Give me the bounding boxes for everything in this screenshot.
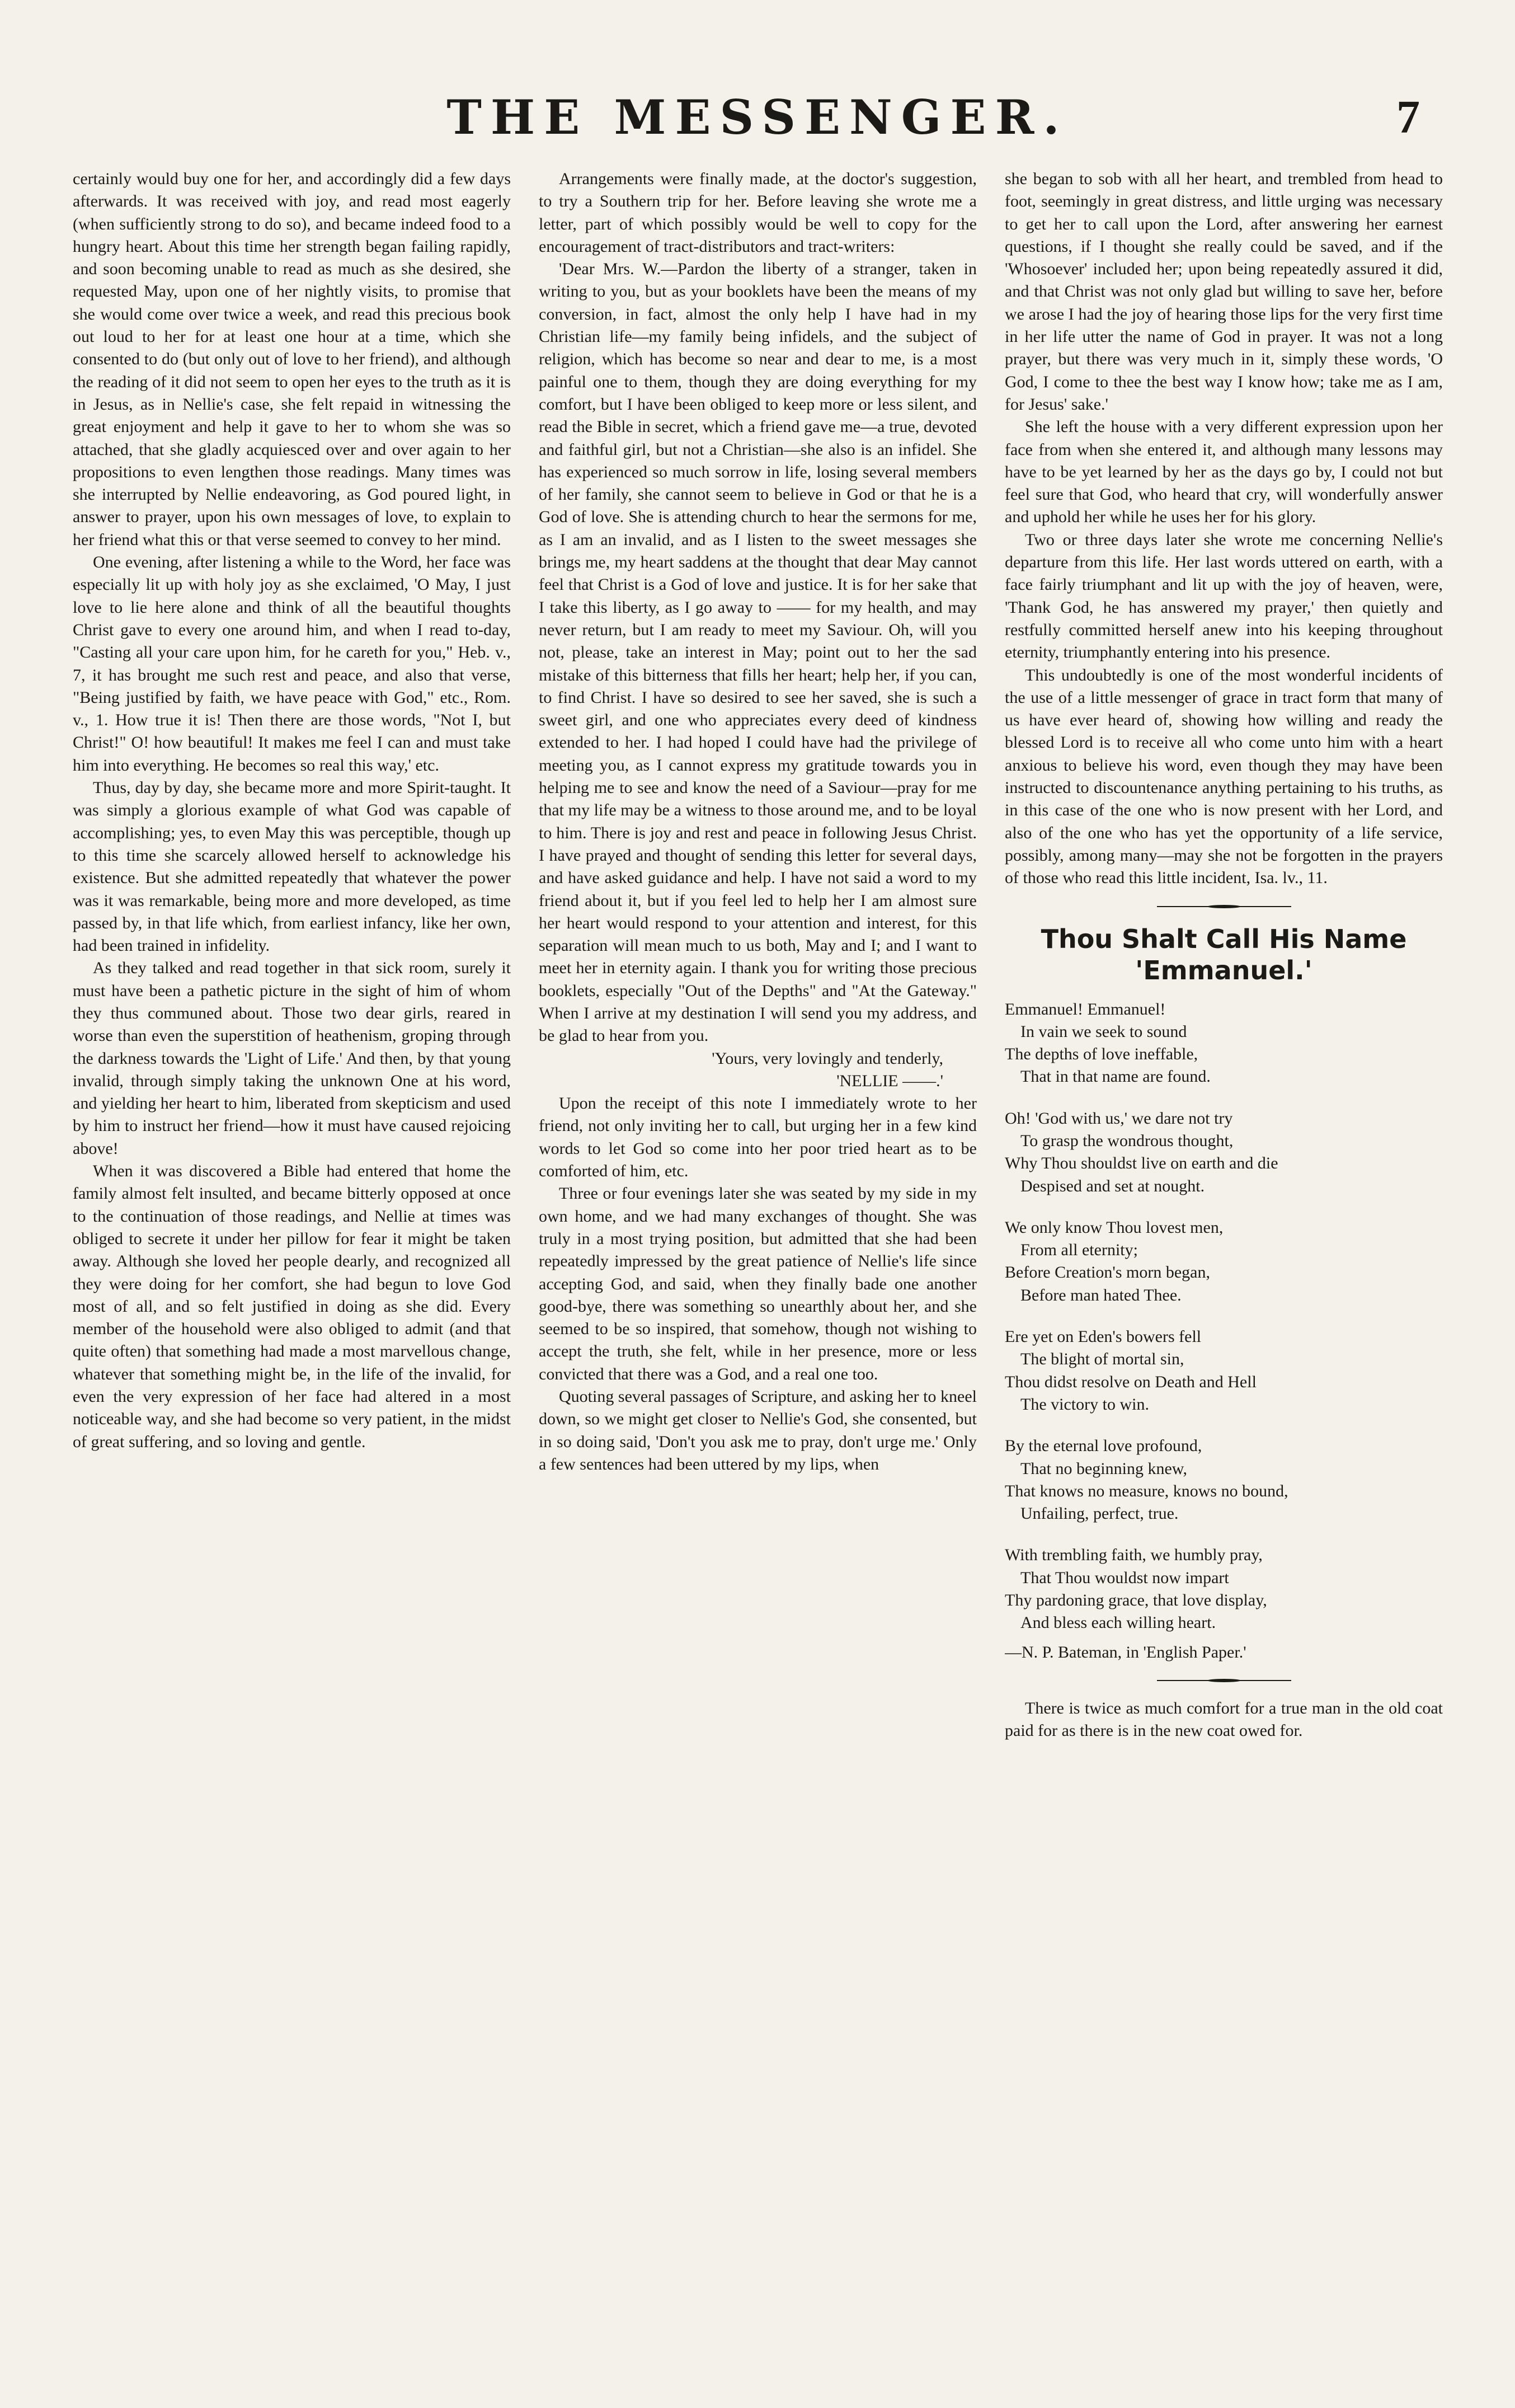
poem-line: That no beginning knew, [1020,1459,1187,1478]
paragraph: Arrangements were finally made, at the doctor's suggestion, to try a Southern trip for her. Before leaving she wrote me a letter, part of which possibly would be well to copy for the encouragement of tract-distributors and tract-writers: [539,170,977,256]
column-1 [73,168,511,2362]
poem-title: Thou Shalt Call His Name 'Emmanuel.' [1041,923,1407,985]
poem-stanza [1005,998,1443,1088]
paragraph: Quoting several passages of Scripture, and asking her to kneel down, so we might get closer to Nellie's God, she consented, but in so doing said, 'Don't you ask me to pray, don't urge me.' Only a few sentences had been uttered by my lips, when [539,1387,977,1473]
poem-line: We only know Thou lovest men, [1005,1218,1224,1237]
poem-line: The depths of love ineffable, [1005,1045,1198,1064]
poem-line: From all eternity; [1020,1241,1138,1260]
section-divider [1157,904,1291,909]
poem-line: Emmanuel! Emmanuel! [1005,999,1166,1018]
article-columns [73,168,1443,2362]
paragraph: She left the house with a very different expression upon her face from when she entered it, and although many lessons may have to be yet learned by her as the days go by, I could not but feel sure that God, who heard that cry, will wonderfully answer and uphold her while he uses her for his glory. [1005,417,1443,527]
paragraph: Three or four evenings later she was seated by my side in my own home, and we had many exchanges of thought. She was truly in a most trying position, but admitted that she had been repeatedly impressed by the great patience of Nellie's life since accepting God, and said, when they finally bade one another good-bye, there was something so unearthly about her, and she seemed to be so inspired, that somehow, though not wishing to accept the truth, she felt, while in her presence, more or less convicted that there was a God, and a real one too. [539,1184,977,1383]
page-number: 7 [1396,91,1420,143]
poem-line: To grasp the wondrous thought, [1020,1131,1234,1150]
poem-line: Thy pardoning grace, that love display, [1005,1591,1267,1610]
poem-line: That in that name are found. [1020,1067,1211,1086]
poem-line: That Thou wouldst now impart [1020,1568,1229,1587]
paragraph: Two or three days later she wrote me concerning Nellie's departure from this life. Her last words uttered on earth, with a face fairly triumphant and lit up with the joy of heaven, were, 'Thank God, he has answered my prayer,' then quietly and restfully committed herself anew into his keeping throughout eternity, triumphantly entering into his presence. [1005,530,1443,662]
poem-line: The blight of mortal sin, [1020,1350,1184,1369]
paragraph: One evening, after listening a while to the Word, her face was especially lit up with holy joy as she exclaimed, 'O May, I just love to lie here alone and think of all the beautiful thoughts Christ gave to every one around him, and when I read to-day, "Casting all your care upon him, for he careth for you," Heb. v., 7, it has brought me such rest and peace, and also that verse, "Being justified by faith, we have peace with God," etc., Rom. v., 1. How true it is! Then there are those words, "Not I, but Christ!" O! how beautiful! It makes me feel I can and must take him into everything. He becomes so real this way,' etc. [73,553,511,774]
poem-stanza [1005,1544,1443,1634]
masthead [62,84,1453,151]
poem-stanza [1005,1326,1443,1416]
poem-line: Before man hated Thee. [1020,1285,1182,1304]
poem-line: And bless each willing heart. [1020,1613,1216,1632]
column-2 [539,168,977,2362]
paragraph: When it was discovered a Bible had entered that home the family almost felt insulted, and became bitterly opposed at once to the continuation of those readings, and Nellie at times was obliged to secrete it under her pillow for fear it might be taken away. Although she loved her people dearly, and recognized all they were doing for her comfort, she had begun to love God most of all, and so felt justified in doing as she did. Every member of the household were also obliged to admit (and that quite often) that something had made a most marvellous change, whatever that something might be, in the life of the invalid, for even the very expression of her face had altered in a most noticeable way, and she had become so very patient, in the midst of great suffering, and so loving and gentle. [73,1162,511,1451]
masthead-title: THE MESSENGER. [446,90,1069,145]
column-3 [1005,168,1443,2362]
poem-stanza [1005,1217,1443,1307]
poem-attribution: —N. P. Bateman, in 'English Paper.' [1005,1642,1246,1661]
poem-line: Thou didst resolve on Death and Hell [1005,1372,1257,1391]
poem-stanza [1005,1107,1443,1198]
poem-line: By the eternal love profound, [1005,1437,1202,1456]
poem-line: Despised and set at nought. [1020,1176,1205,1195]
poem-line: Why Thou shouldst live on earth and die [1005,1154,1278,1173]
poem-line: The victory to win. [1020,1395,1149,1414]
poem-stanza [1005,1435,1443,1525]
letter-closing: 'Yours, very lovingly and tenderly, [712,1049,943,1068]
closing-paragraph: There is twice as much comfort for a true man in the old coat paid for as there is in the new coat owed for. [1005,1698,1443,1740]
poem-line: Oh! 'God with us,' we dare not try [1005,1109,1233,1128]
paragraph: she began to sob with all her heart, and trembled from head to foot, seemingly in great distress, and little urging was necessary to get her to call upon the Lord, after answering her earnest questions, if I thought she really could be saved, and if the 'Whosoever' included her; upon being repeatedly assured it did, and that Christ was not only glad but willing to save her, before we arose I had the joy of hearing those lips for the very first time in her life utter the name of God in prayer. It was not a long prayer, but there was very much in it, simply these words, 'O God, I come to thee the best way I know how; take me as I am, for Jesus' sake.' [1005,170,1443,414]
poem-line: In vain we seek to sound [1020,1022,1187,1041]
paragraph: Thus, day by day, she became more and more Spirit-taught. It was simply a glorious example of what God was capable of accomplishing; yes, to even May this was perceptible, though up to this time she scarcely allowed herself to acknowledge his existence. But she admitted repeatedly that whatever the power was it was remarkable, being more and more developed, as time passed by, in that life which, from earliest infancy, like her own, had been trained in infidelity. [73,778,511,955]
poem-line: Ere yet on Eden's bowers fell [1005,1327,1202,1346]
paragraph: As they talked and read together in that sick room, surely it must have been a pathetic picture in the sight of him of whom they thus communed about. Those two dear girls, reared in worse than even the superstition of heathenism, groping through the darkness towards the 'Light of Life.' And then, by that young invalid, through simply taking the unknown One at his word, and yielding her heart to him, liberated from skepticism and used by him to instruct her friend—how it must have caused rejoicing above! [73,959,511,1158]
paragraph: This undoubtedly is one of the most wonderful incidents of the use of a little messenger of grace in tract form that many of us have ever heard of, showing how willing and ready the blessed Lord is to receive all who come unto him with a heart anxious to believe his word, even though they may have been instructed to discountenance anything pertaining to his truths, as in this case of the one who is now present with her Lord, and also of the one who has yet the opportunity of a life service, possibly, among many—may she not be forgotten in the prayers of those who read this little incident, Isa. lv., 11. [1005,665,1443,888]
section-divider [1157,1678,1291,1683]
poem-line: Before Creation's morn began, [1005,1263,1210,1282]
poem-line: That knows no measure, knows no bound, [1005,1481,1288,1500]
letter-paragraph: 'Dear Mrs. W.—Pardon the liberty of a stranger, taken in writing to you, but as your booklets have been the means of my conversion, in fact, almost the only help I have had in my Christian life—my family being infidels, and the subject of religion, which has become so near and dear to me, is a most painful one to them, though they are doing everything for my comfort, but I have been obliged to keep more or less silent, and read the Bible in secret, which a friend gave me—a true, devoted and faithful girl, but not a Christian—she also is an infidel. She has experienced so much sorrow in life, losing several members of her family, she cannot seem to believe in God or that he is a God of love. She is attending church to hear the sermons for me, as I am an invalid, and as I listen to the sweet messages she brings me, my heart saddens at the thought that dear May cannot feel that Christ is a God of love and justice. It is for her sake that I take this liberty, as I go away to —— for my health, and may never return, but I am ready to meet my Saviour. Oh, will you not, please, take an interest in May; point out to her the sad mistake of this bitterness that fills her heart; help her, if you can, to find Christ. I have so desired to see her saved, she is such a sweet girl, and one who appreciates every deed of kindness extended to her. I had hoped I could have had the privilege of meeting you, as I cannot express my gratitude towards you in helping me to see and know the need of a Saviour—pray for me that my life may be a witness to those around me, and to be loyal to him. There is joy and rest and peace in following Jesus Christ. I have prayed and thought of sending this letter for several days, and have asked guidance and help. I have not said a word to my friend about it, but if you feel led to help her I am almost sure her heart would respond to your attention and interest, for this separation will mean much to us both, May and I; and I want to meet her in eternity again. I thank you for writing those precious booklets, especially "Out of the Depths" and "At the Gateway." When I arrive at my destination I will send you my address, and be glad to hear from you. [539,260,977,1045]
poem-line: With trembling faith, we humbly pray, [1005,1546,1263,1565]
paragraph: Upon the receipt of this note I immediately wrote to her friend, not only inviting her to call, but urging her in a few kind words to let God so come into her poor tried heart as to be comforted of him, etc. [539,1094,977,1181]
paragraph: certainly would buy one for her, and accordingly did a few days afterwards. It was received with joy, and read most eagerly (when sufficiently strong to do so), and became indeed food to a hungry heart. About this time her strength began failing rapidly, and soon becoming unable to read as much as she desired, she requested May, upon one of her nightly visits, to promise that she would come over twice a week, and read this precious book out loud to her for at least one hour at a time, which she consented to do (but only out of love to her friend), and although the reading of it did not seem to open her eyes to the truth as it is in Jesus, as in Nellie's case, she felt repaid in witnessing the great enjoyment and help it gave to her to whom she was so attached, that she gladly acquiesced over and over again to her propositions to even lengthen those readings. Many times was she interrupted by Nellie endeavoring, as God poured light, in answer to prayer, upon his own messages of love, to explain to her friend what this or that verse seemed to convey to her mind. [73,170,511,549]
poem-line: Unfailing, perfect, true. [1020,1504,1179,1523]
letter-signature: 'NELLIE ——.' [836,1071,943,1090]
